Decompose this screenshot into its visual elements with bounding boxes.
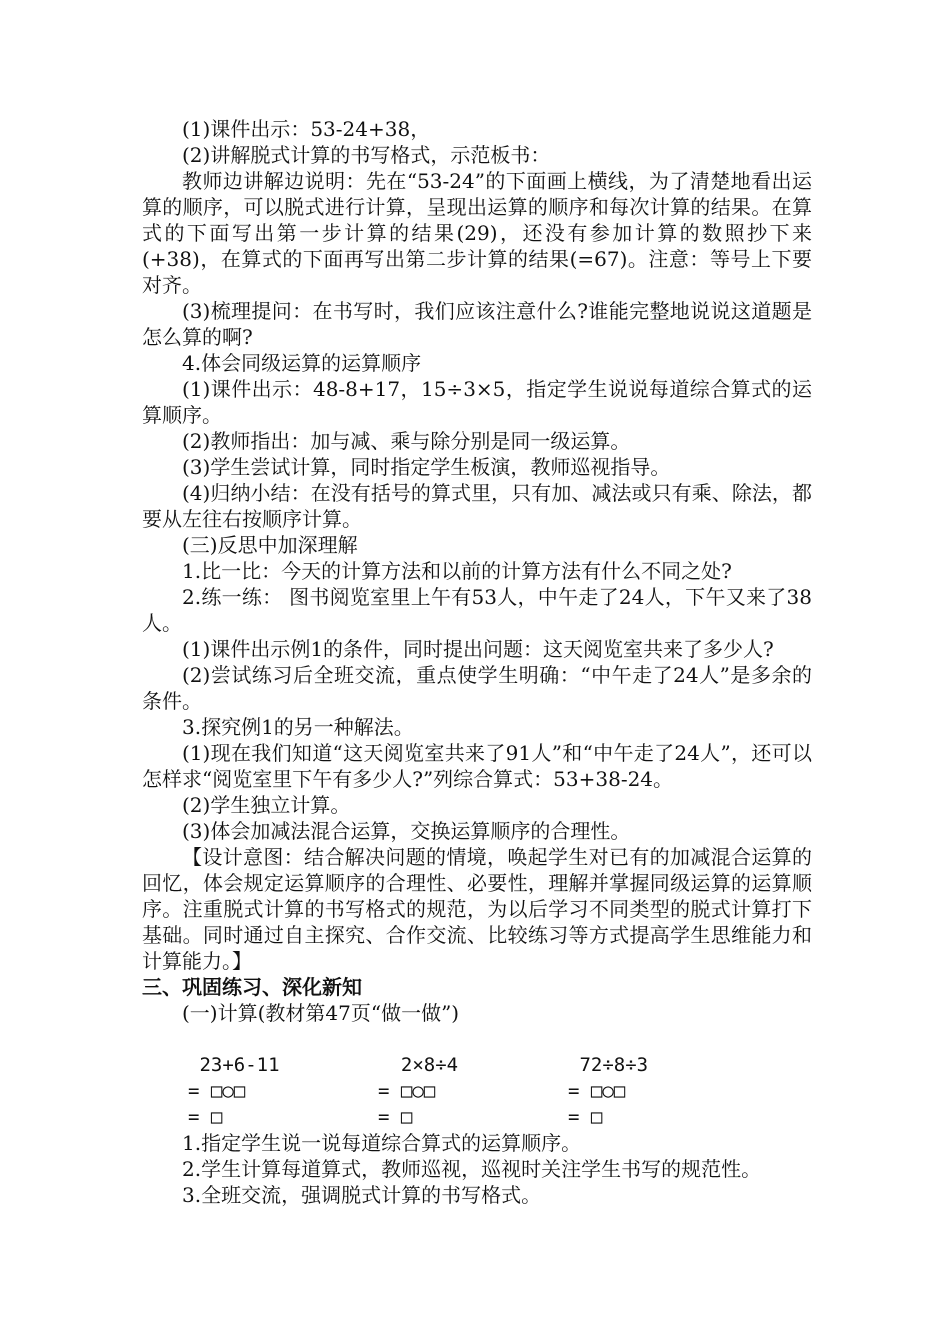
paragraph: 2.学生计算每道算式，教师巡视，巡视时关注学生书写的规范性。: [182, 1157, 762, 1181]
exercise-step: = □: [378, 1106, 413, 1128]
document-page: [142, 116, 812, 1208]
exercise-grid: [188, 1052, 812, 1130]
exercise-step: = □○□: [378, 1080, 436, 1102]
paragraph: (3)梳理提问：在书写时，我们应该注意什么?谁能完整地说说这道题是怎么算的啊?: [142, 299, 812, 349]
spacer: [142, 1026, 812, 1052]
paragraph: (1)课件出示例1的条件，同时提出问题：这天阅览室共来了多少人?: [182, 637, 774, 661]
exercise-expression: 23+6-11: [188, 1054, 280, 1076]
exercise-step: = □○□: [188, 1080, 246, 1102]
paragraph: 3.全班交流，强调脱式计算的书写格式。: [182, 1183, 542, 1207]
paragraph: (1)课件出示：53-24+38，: [182, 117, 431, 141]
paragraph: (2)教师指出：加与减、乘与除分别是同一级运算。: [182, 429, 631, 453]
exercise-column: [188, 1052, 378, 1130]
paragraph: 教师边讲解边说明：先在“53-24”的下面画上横线，为了清楚地看出运算的顺序，可以脱式进行计算，呈现出运算的顺序和每次计算的结果。在算式的下面写出第一步计算的结果(29)，还没有参加计算的数照抄下来(+38)，在算式的下面再写出第二步计算的结果(=67)。注意：等号上下要对齐。: [142, 169, 812, 297]
exercise-step: = □: [188, 1106, 223, 1128]
paragraph: (3)学生尝试计算，同时指定学生板演，教师巡视指导。: [182, 455, 671, 479]
paragraph: (4)归纳小结：在没有括号的算式里，只有加、减法或只有乘、除法，都要从左往右按顺序计算。: [142, 481, 812, 531]
paragraph: 2.练一练： 图书阅览室里上午有53人，中午走了24人，下午又来了38人。: [142, 585, 812, 635]
paragraph: (1)现在我们知道“这天阅览室共来了91人”和“中午走了24人”，还可以怎样求“阅览室里下午有多少人?”列综合算式：53+38-24。: [142, 741, 812, 791]
paragraph: 1.比一比：今天的计算方法和以前的计算方法有什么不同之处?: [182, 559, 732, 583]
paragraph: (1)课件出示：48-8+17，15÷3×5，指定学生说说每道综合算式的运算顺序。: [142, 377, 812, 427]
paragraph: 1.指定学生说一说每道综合算式的运算顺序。: [182, 1131, 582, 1155]
paragraph: (3)体会加减法混合运算，交换运算顺序的合理性。: [182, 819, 631, 843]
exercise-step: = □○□: [568, 1080, 626, 1102]
exercise-step: = □: [568, 1106, 603, 1128]
exercise-column: [568, 1052, 768, 1130]
paragraph: (2)学生独立计算。: [182, 793, 351, 817]
subheading: (三)反思中加深理解: [182, 533, 358, 557]
paragraph: (2)讲解脱式计算的书写格式，示范板书：: [182, 143, 551, 167]
subheading: (一)计算(教材第47页“做一做”): [182, 1001, 460, 1025]
exercise-column: [378, 1052, 568, 1130]
section-heading: 三、巩固练习、深化新知: [142, 975, 362, 999]
subheading: 4.体会同级运算的运算顺序: [182, 351, 422, 375]
exercise-expression: 2×8÷4: [378, 1054, 459, 1076]
design-intent-paragraph: 【设计意图：结合解决问题的情境，唤起学生对已有的加减混合运算的回忆，体会规定运算顺序的合理性、必要性，理解并掌握同级运算的运算顺序。注重脱式计算的书写格式的规范，为以后学习不同类型的脱式计算打下基础。同时通过自主探究、合作交流、比较练习等方式提高学生思维能力和计算能力。】: [142, 845, 812, 973]
exercise-expression: 72÷8÷3: [568, 1054, 649, 1076]
subheading: 3.探究例1的另一种解法。: [182, 715, 414, 739]
paragraph: (2)尝试练习后全班交流，重点使学生明确：“中午走了24人”是多余的条件。: [142, 663, 812, 713]
